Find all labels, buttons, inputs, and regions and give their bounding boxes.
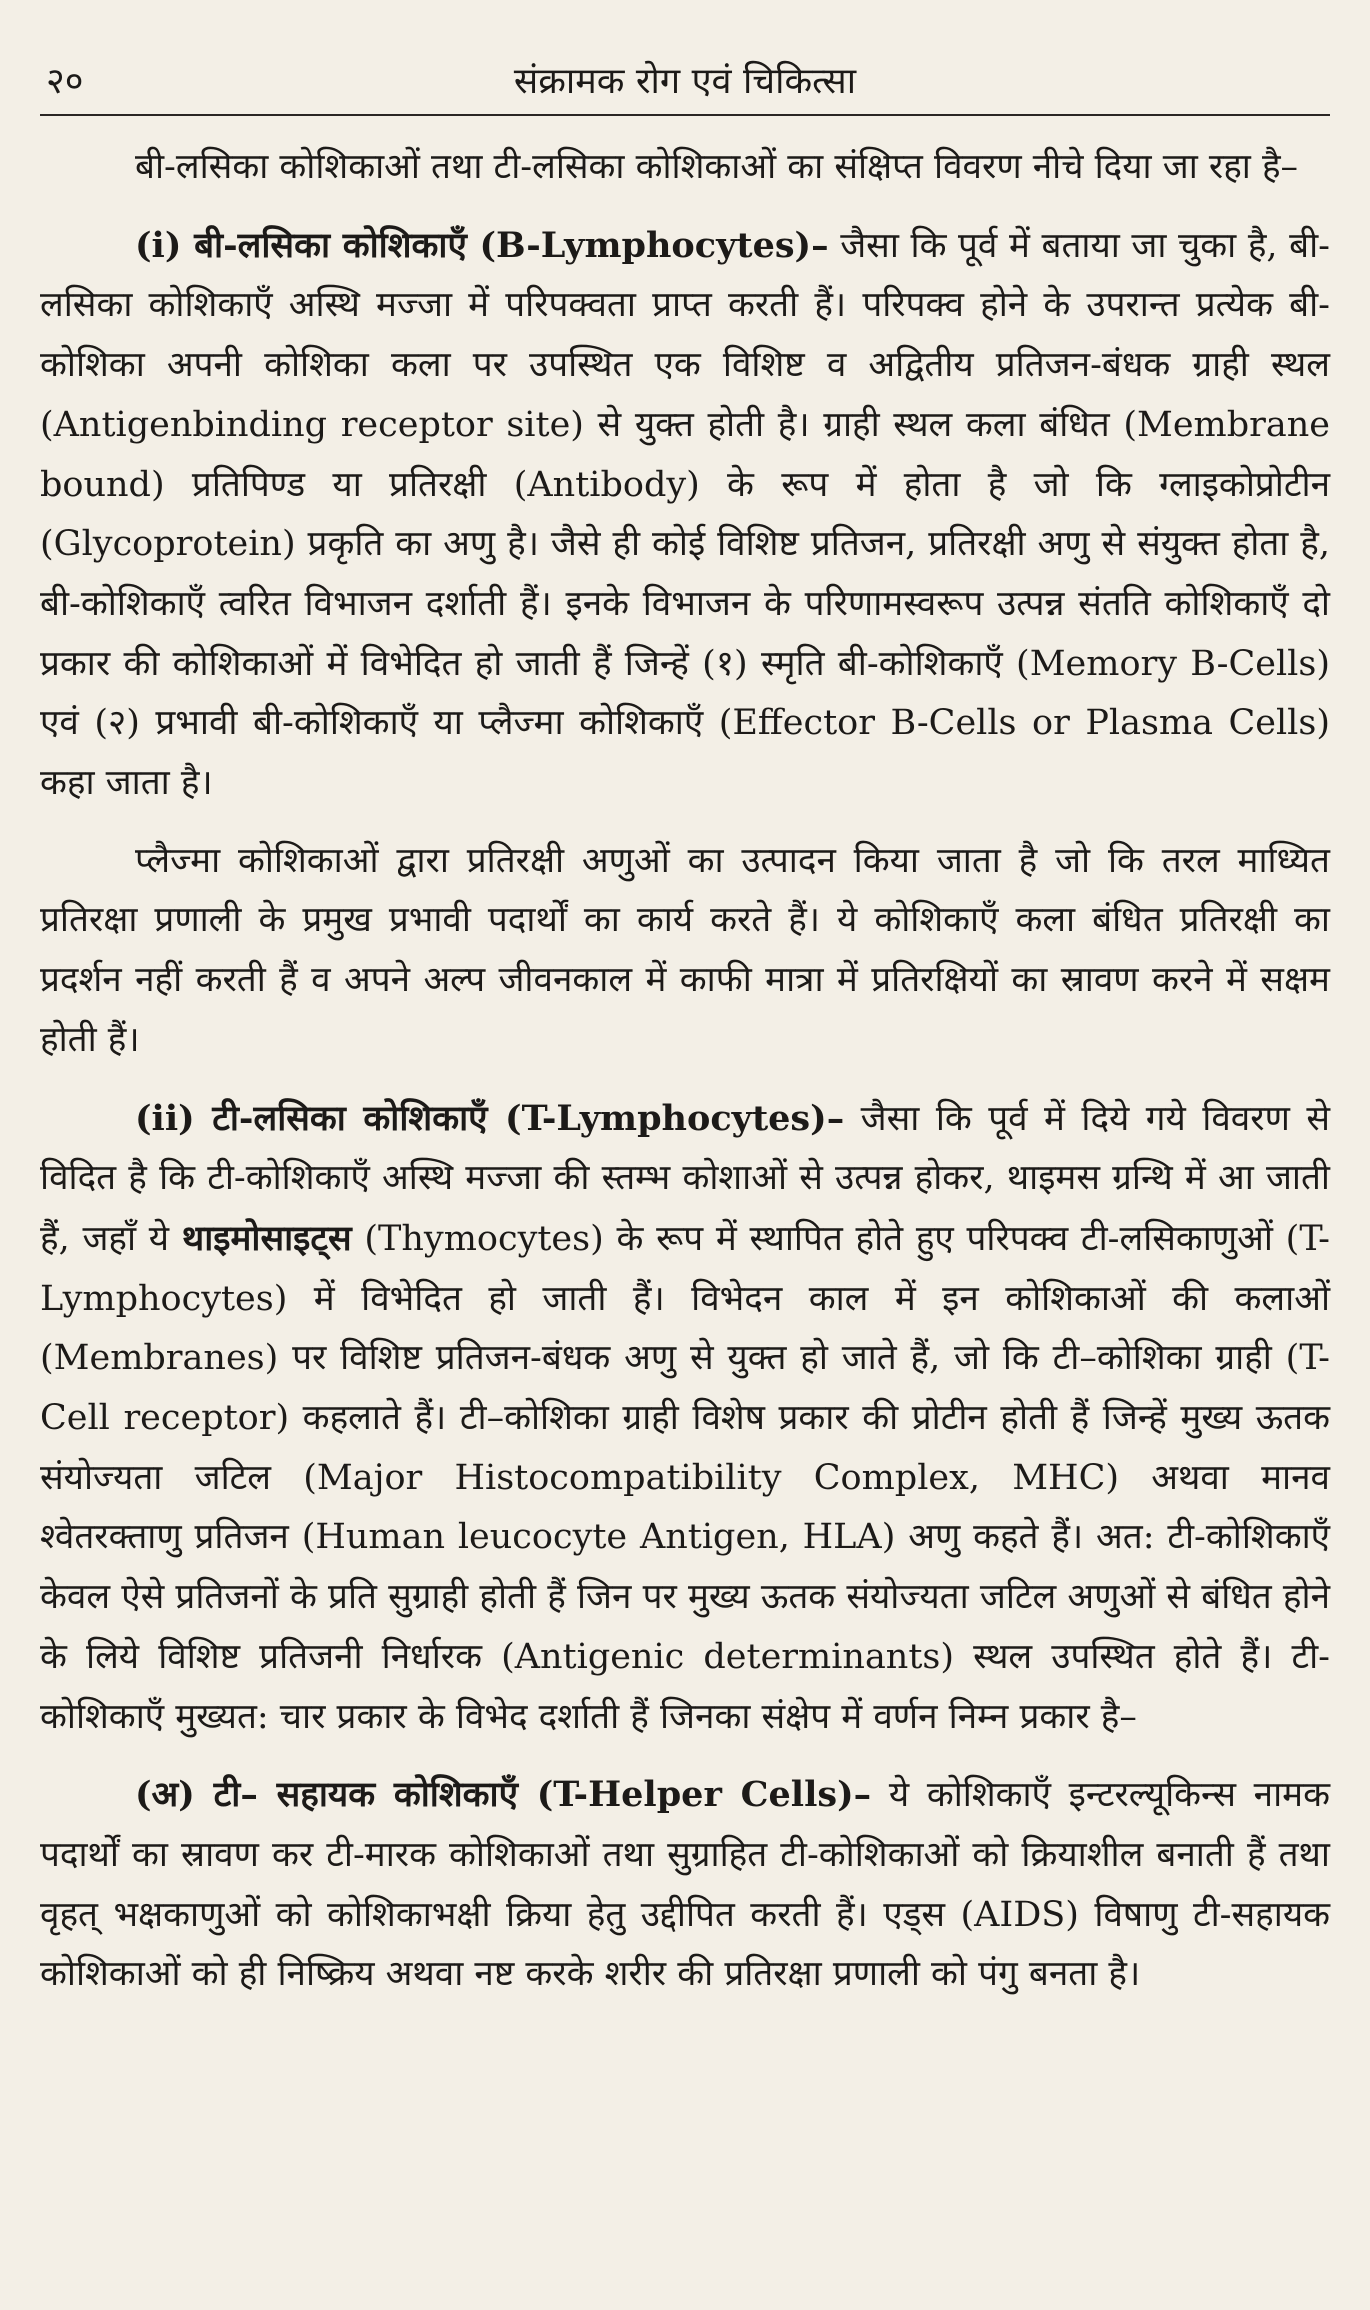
b-lymphocytes-heading: (i) बी-लसिका कोशिकाएँ (B-Lymphocytes)– bbox=[135, 224, 829, 266]
t-helper-heading: (अ) टी– सहायक कोशिकाएँ (T-Helper Cells)– bbox=[135, 1774, 872, 1816]
intro-paragraph: बी-लसिका कोशिकाओं तथा टी-लसिका कोशिकाओं का संक्षिप्त विवरण नीचे दिया जा रहा है– bbox=[135, 147, 1299, 187]
plasma-cells-paragraph: प्लैज्मा कोशिकाओं द्वारा प्रतिरक्षी अणुओं का उत्पादन किया जाता है जो कि तरल माध्यित प्रतिरक्षा प्रणाली के प्रमुख प्रभावी पदार्थों का कार्य करते हैं। ये कोशिकाएँ कला बंधित प्रतिरक्षी का प्रदर्शन नहीं करती हैं व अपने अल्प जीवनकाल में काफी मात्रा में प्रतिरक्षियों का स्रावण करने में सक्षम होती हैं। bbox=[40, 840, 1330, 1060]
t-helper-body: ये कोशिकाएँ इन्टरल्यूकिन्स नामक पदार्थों का स्रावण कर टी-मारक कोशिकाओं तथा सुग्राहित टी-कोशिकाओं को क्रियाशील बनाती हैं तथा वृहत् भक्षकाणुओं को कोशिकाभक्षी क्रिया हेतु उद्दीपित करती हैं। एड्स (AIDS) विषाणु टी-सहायक कोशिकाओं को ही निष्क्रिय अथवा नष्ट करके शरीर की प्रतिरक्षा प्रणाली को पंगु बनता है। bbox=[40, 1775, 1330, 1995]
t-lymphocytes-body-part-1: जैसा कि पूर्व में दिये गये विवरण से विदित है कि टी-कोशिकाएँ अस्थि मज्जा की स्तम्भ कोशाओं से उत्पन्न होकर, थाइमस ग्रन्थि में आ जाती हैं, जहाँ ये bbox=[40, 1098, 1330, 1259]
thymocytes-term: थाइमोसाइट्स bbox=[181, 1217, 352, 1259]
page-number: २० bbox=[46, 61, 84, 102]
b-lymphocytes-paragraph bbox=[40, 216, 1330, 814]
t-helper-paragraph bbox=[40, 1765, 1330, 2005]
running-title: संक्रामक रोग एवं चिकित्सा bbox=[513, 61, 857, 102]
t-lymphocytes-body-part-2: (Thymocytes) के रूप में स्थापित होते हुए परिपक्व टी-लसिकाणुओं (T-Lymphocytes) में विभेदित हो जाती हैं। विभेदन काल में इन कोशिकाओं की कलाओं (Membranes) पर विशिष्ट प्रतिजन-बंधक अणु से युक्त हो जाते हैं, जो कि टी–कोशिका ग्राही (T-Cell receptor) कहलाते हैं। टी–कोशिका ग्राही विशेष प्रकार की प्रोटीन होती हैं जिन्हें मुख्य ऊतक संयोज्यता जटिल (Major Histocompatibility Complex, MHC) अथवा मानव श्वेतरक्ताणु प्रतिजन (Human leucocyte Antigen, HLA) अणु कहते हैं। अत: टी-कोशिकाएँ केवल ऐसे प्रतिजनों के प्रति सुग्राही होती हैं जिन पर मुख्य ऊतक संयोज्यता जटिल अणुओं से बंधित होने के लिये विशिष्ट प्रतिजनी निर्धारक (Antigenic determinants) स्थल उपस्थित होते हैं। टी-कोशिकाएँ मुख्यत: चार प्रकार के विभेद दर्शाती हैं जिनका संक्षेप में वर्णन निम्न प्रकार है– bbox=[40, 1218, 1330, 1737]
t-lymphocytes-heading: (ii) टी-लसिका कोशिकाएँ (T-Lymphocytes)– bbox=[135, 1097, 845, 1139]
running-header bbox=[40, 56, 1330, 116]
t-lymphocytes-paragraph bbox=[40, 1089, 1330, 1748]
b-lymphocytes-body: जैसा कि पूर्व में बताया जा चुका है, बी-लसिका कोशिकाएँ अस्थि मज्जा में परिपक्वता प्राप्त करती हैं। परिपक्व होने के उपरान्त प्रत्येक बी-कोशिका अपनी कोशिका कला पर उपस्थित एक विशिष्ट व अद्वितीय प्रतिजन-बंधक ग्राही स्थल (Antigenbinding receptor site) से युक्त होती है। ग्राही स्थल कला बंधित (Membrane bound) प्रतिपिण्ड या प्रतिरक्षी (Antibody) के रूप में होता है जो कि ग्लाइकोप्रोटीन (Glycoprotein) प्रकृति का अणु है। जैसे ही कोई विशिष्ट प्रतिजन, प्रतिरक्षी अणु से संयुक्त होता है, बी-कोशिकाएँ त्वरित विभाजन दर्शाती हैं। इनके विभाजन के परिणामस्वरूप उत्पन्न संतति कोशिकाएँ दो प्रकार की कोशिकाओं में विभेदित हो जाती हैं जिन्हें (१) स्मृति बी-कोशिकाएँ (Memory B-Cells) एवं (२) प्रभावी बी-कोशिकाएँ या प्लैज्मा कोशिकाएँ (Effector B-Cells or Plasma Cells) कहा जाता है। bbox=[40, 225, 1330, 804]
